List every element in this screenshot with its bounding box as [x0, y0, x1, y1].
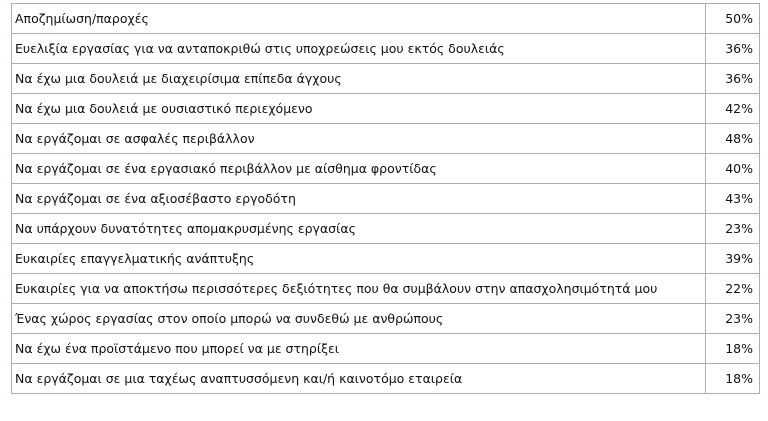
row-value: 36% — [706, 64, 760, 94]
table-row — [12, 304, 760, 334]
row-value: 40% — [706, 154, 760, 184]
row-value: 18% — [706, 334, 760, 364]
row-value: 50% — [706, 4, 760, 34]
row-value: 23% — [706, 304, 760, 334]
table-row — [12, 4, 760, 34]
row-value: 48% — [706, 124, 760, 154]
row-value: 23% — [706, 214, 760, 244]
row-label: Να έχω ένα προϊστάμενο που μπορεί να με στηρίξει — [12, 334, 706, 364]
row-label: Ευελιξία εργασίας για να ανταποκριθώ στις υποχρεώσεις μου εκτός δουλειάς — [12, 34, 706, 64]
table-row — [12, 94, 760, 124]
table-row — [12, 364, 760, 394]
table-row — [12, 214, 760, 244]
row-value: 18% — [706, 364, 760, 394]
row-value: 36% — [706, 34, 760, 64]
row-label: Να έχω μια δουλειά με διαχειρίσιμα επίπεδα άγχους — [12, 64, 706, 94]
row-label: Ένας χώρος εργασίας στον οποίο μπορώ να συνδεθώ με ανθρώπους — [12, 304, 706, 334]
row-label: Ευκαιρίες για να αποκτήσω περισσότερες δεξιότητες που θα συμβάλουν στην απασχολησιμότητά μου — [12, 274, 706, 304]
row-label: Να έχω μια δουλειά με ουσιαστικό περιεχόμενο — [12, 94, 706, 124]
table-row — [12, 274, 760, 304]
row-label: Να υπάρχουν δυνατότητες απομακρυσμένης εργασίας — [12, 214, 706, 244]
row-label: Αποζημίωση/παροχές — [12, 4, 706, 34]
row-value: 42% — [706, 94, 760, 124]
table-row — [12, 64, 760, 94]
table-row — [12, 334, 760, 364]
survey-table — [11, 3, 760, 394]
table-row — [12, 244, 760, 274]
row-label: Να εργάζομαι σε ένα αξιοσέβαστο εργοδότη — [12, 184, 706, 214]
survey-table-body — [12, 4, 760, 394]
row-value: 22% — [706, 274, 760, 304]
row-label: Να εργάζομαι σε μια ταχέως αναπτυσσόμενη και/ή καινοτόμο εταιρεία — [12, 364, 706, 394]
row-label: Να εργάζομαι σε ασφαλές περιβάλλον — [12, 124, 706, 154]
row-label: Να εργάζομαι σε ένα εργασιακό περιβάλλον με αίσθημα φροντίδας — [12, 154, 706, 184]
row-value: 39% — [706, 244, 760, 274]
table-row — [12, 124, 760, 154]
row-value: 43% — [706, 184, 760, 214]
table-row — [12, 184, 760, 214]
table-row — [12, 34, 760, 64]
table-row — [12, 154, 760, 184]
row-label: Ευκαιρίες επαγγελματικής ανάπτυξης — [12, 244, 706, 274]
